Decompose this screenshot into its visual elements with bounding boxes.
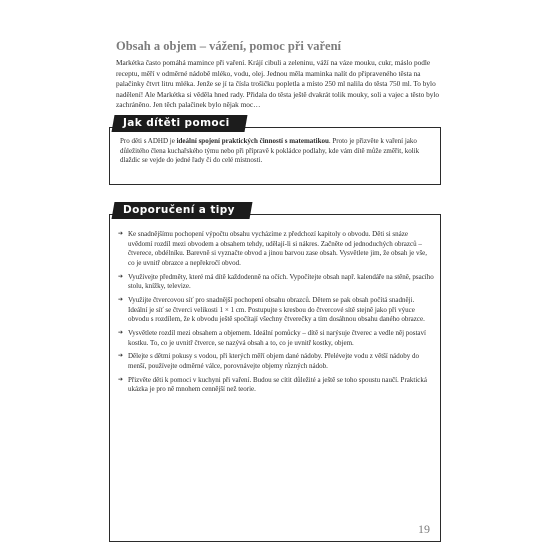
page-number: 19 bbox=[418, 522, 430, 536]
help-box bbox=[109, 117, 441, 185]
intro-paragraph: Markétka často pomáhá mamince při vaření. Krájí cibuli a zeleninu, váží na váze mouku, cukr, máslo podle receptu, měří v odměrné nádobě mléko, vodu, olej. Jednou měla maminka nalít do připraveného těsta na palačinky čtvrt litru mléka. Jenže se jí ta čísla trošičku popletla a místo 250 ml nalila do těsta 750 ml. To bylo nadělení! Ale Markétka si věděla hned rady. Přidala do těsta ještě dvakrát tolik mouky, soli a vajec a těsto bylo zachráněno. Jen těch palačinek bylo nějak moc… bbox=[116, 58, 440, 110]
tip-item: ➔ Využívejte předměty, které má dítě každodenně na očích. Vypočítejte obsah např. kalendáře na stěně, psacího stolu, knížky, televize. bbox=[118, 272, 434, 291]
help-box-title: Jak dítěti pomoci bbox=[112, 115, 248, 132]
tips-box bbox=[109, 204, 441, 542]
tips-box-title: Doporučení a tipy bbox=[112, 202, 253, 219]
tip-item: ➔ Dělejte s dětmi pokusy s vodou, při kterých měří objem dané nádoby. Přelévejte vodu z větší nádoby do menší, používejte odměrné válce, porovnávejte objemy různých nádob. bbox=[118, 352, 419, 370]
arrow-bullet-icon: ➔ bbox=[118, 353, 124, 360]
tip-item: ➔ Využijte čtvercovou síť pro snadnější pochopení obsahu obrazců. Dětem se pak obsah počítá snadněji. Ideální je síť se čtverci velikosti 1 × 1 cm. Postupujte s kresbou do čtvercové sítě stejně jako při výuce obvodu s rozdílem, že k obvodu ještě spočítají všechny čtverečky a tím dosáhnou obsahu daného obrazce. bbox=[118, 295, 425, 324]
help-box-text: Pro děti s ADHD je ideální spojení praktických činností s matematikou. Proto je přizvěte k vaření jako důležitého člena kuchařského týmu nebo při přípravě k pokládce podlahy, kde vám dítě může změřit, kolik dlaždic se vejde do jedné řady či do celé místnosti. bbox=[120, 137, 420, 165]
help-box-bold-text: ideální spojení praktických činností s matematikou bbox=[176, 137, 329, 145]
arrow-bullet-icon: ➔ bbox=[118, 231, 124, 237]
arrow-bullet-icon: ➔ bbox=[118, 296, 124, 303]
tip-item: ➔ Vysvětlete rozdíl mezi obsahem a objemem. Ideální pomůcky – dítě si narýsuje čtverec a vedle něj postaví kostku. To, co je uvnitř čtverce, se nazývá obsah a to, co je uvnitř kostky, objem. bbox=[118, 328, 426, 347]
arrow-bullet-icon: ➔ bbox=[118, 273, 124, 280]
tip-item: ➔ Ke snadnějšímu pochopení výpočtu obsahu vycházíme z předchozí kapitoly o obvodu. Děti si snáze uvědomí rozdíl mezi obvodem a obsahem tehdy, udělají-li si nákres. Začněte od jednoduchých obrazců – čtverece, obdélníku. Barevně si vyznačte obvod a jinou barvou zase obsah. Vysvětlete jim, že obsah je vše, co je uvnitř obrazce a nepřekročí obvod. bbox=[118, 230, 428, 267]
tips-list bbox=[118, 230, 434, 399]
arrow-bullet-icon: ➔ bbox=[118, 376, 124, 383]
tip-item: ➔ Přizvěte děti k pomoci v kuchyni při vaření. Budou se cítit důležité a ještě se toho spoustu naučí. Praktická ukázka je pro ně mnohem cennější než teorie. bbox=[118, 375, 427, 394]
page-title: Obsah a objem – vážení, pomoc při vaření bbox=[116, 39, 341, 53]
arrow-bullet-icon: ➔ bbox=[118, 329, 124, 336]
